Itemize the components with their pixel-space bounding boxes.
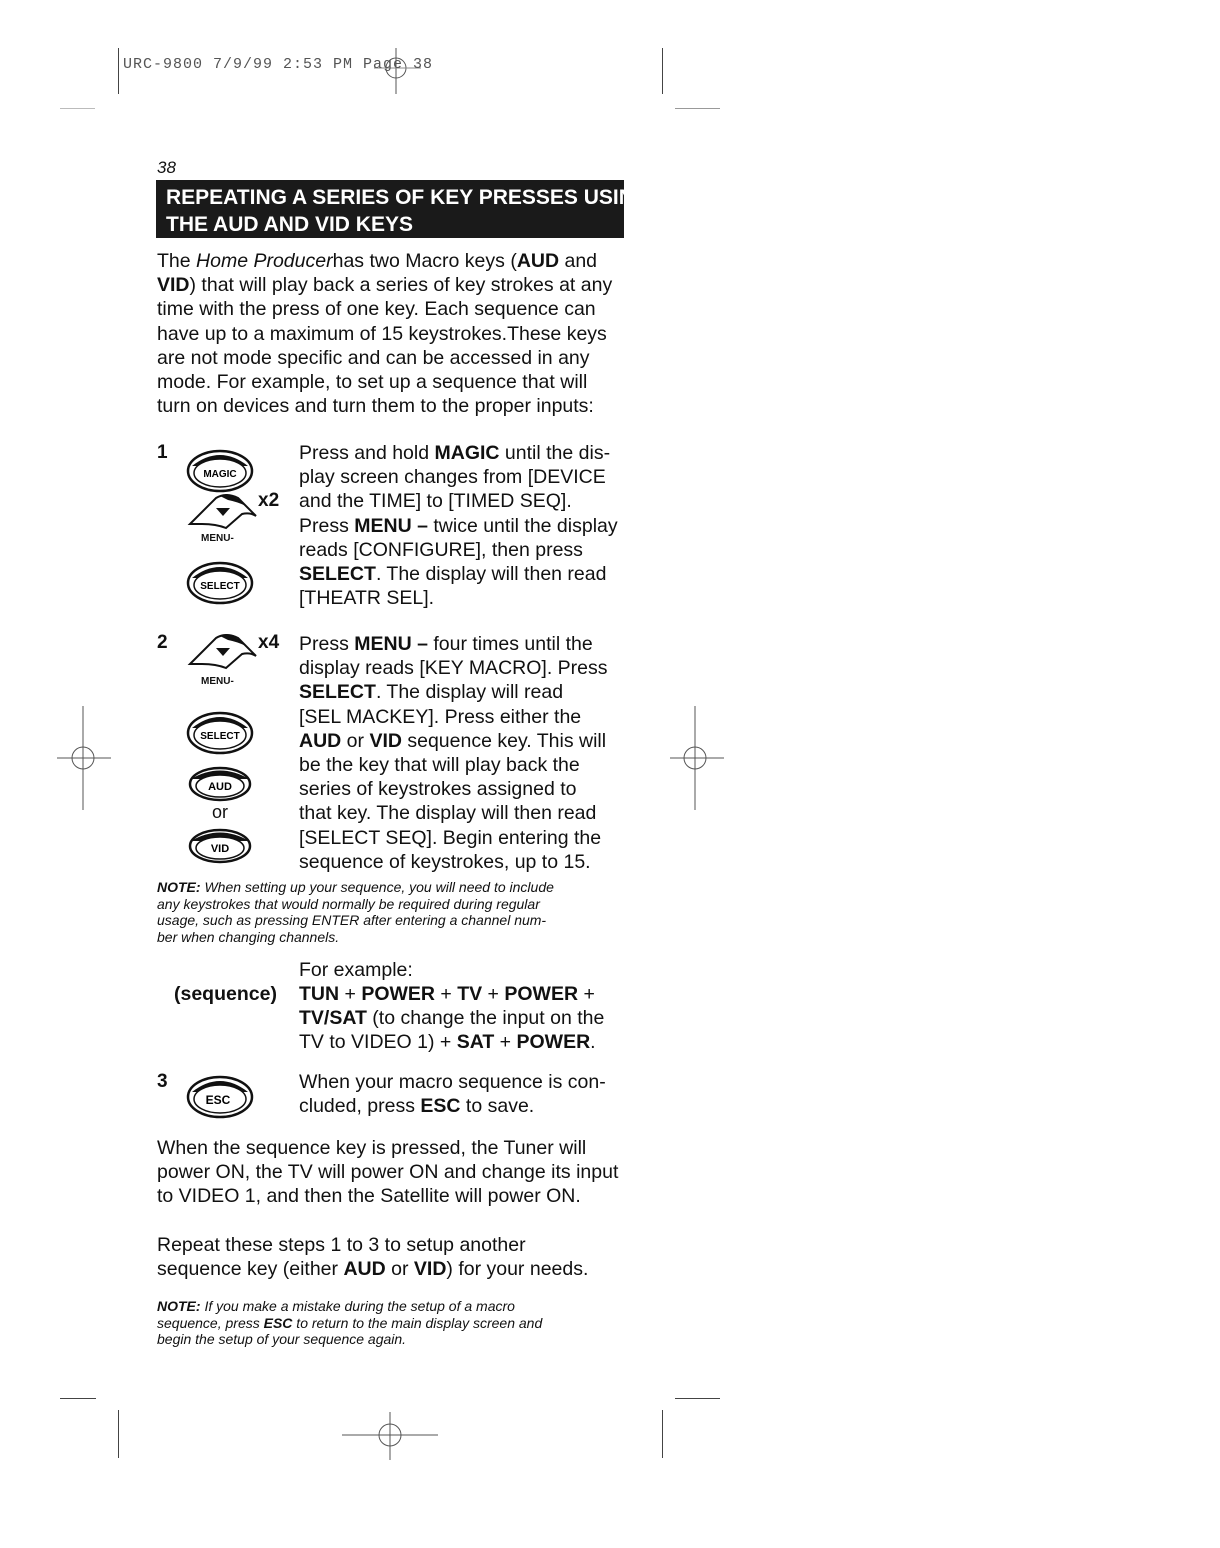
registration-mark (340, 1412, 440, 1462)
menu-down-key-icon (186, 494, 258, 535)
press-count: x2 (258, 490, 280, 511)
crop-mark (675, 1398, 720, 1399)
crop-mark (675, 108, 720, 109)
menu-key-label: MENU- (201, 533, 234, 544)
esc-key-label: ESC (205, 1093, 231, 1107)
select-key-label: SELECT (200, 581, 240, 592)
crop-mark (118, 48, 119, 94)
step-number: 3 (157, 1071, 168, 1092)
vid-key-icon (188, 826, 258, 871)
note-label: NOTE: (157, 1298, 201, 1314)
step-number: 1 (157, 442, 168, 463)
outro-paragraph-2: Repeat these steps 1 to 3 to setup another sequence key (either AUD or VID) for your needs. (157, 1234, 589, 1281)
sequence-label: (sequence) (174, 983, 277, 1005)
crop-mark (60, 1398, 96, 1399)
select-key-label: SELECT (200, 731, 240, 742)
registration-mark (55, 706, 115, 810)
outro-paragraph-1: When the sequence key is pressed, the Tuner will power ON, the TV will power ON and change its input to VIDEO 1, and then the Satellite will power ON. (157, 1137, 619, 1208)
note-2: NOTE: If you make a mistake during the setup of a macro sequence, press ESC to return to the main display screen and begin the setup of your sequence again. (157, 1298, 543, 1348)
press-count: x4 (258, 632, 280, 653)
crop-mark (60, 108, 95, 109)
example-sequence: TUN + POWER + TV + POWER + TV/SAT (to change the input on the TV to VIDEO 1) + SAT + POWER. (299, 983, 605, 1054)
print-slug: URC-9800 7/9/99 2:53 PM Page 38 (123, 56, 434, 73)
step-2-text: Press MENU – four times until the display reads [KEY MACRO]. Press SELECT. The display will read [SEL MACKEY]. Press either the AUD or VID sequence key. This will be the key that will play back the series of keystrokes assigned to that key. The display will then read [SELECT SEQ]. Begin entering the sequence of keystrokes, up to 15. (299, 633, 608, 873)
step-1-text: Press and hold MAGIC until the dis- play screen changes from [DEVICE and the TIME] to [TIMED SEQ]. Press MENU – twice until the display reads [CONFIGURE], then press SELECT. The display will then read [THEATR SEL]. (299, 442, 618, 610)
product-name: Home Producer (196, 250, 333, 272)
esc-key-icon (186, 1074, 256, 1125)
note-label: NOTE: (157, 879, 201, 895)
heading-line-1: REPEATING A SERIES OF KEY PRESSES USING (166, 186, 651, 209)
select-key-icon (186, 710, 256, 761)
crop-mark (118, 1410, 119, 1458)
menu-key-label: MENU- (201, 676, 234, 687)
heading-line-2: THE AUD AND VID KEYS (166, 213, 413, 236)
example-intro: For example: (299, 959, 413, 981)
magic-key-icon (186, 448, 256, 499)
magic-key-label: MAGIC (203, 469, 237, 480)
step-number: 2 (157, 632, 168, 653)
aud-key-label: AUD (208, 781, 232, 793)
step-3-text: When your macro sequence is con- cluded, press ESC to save. (299, 1071, 606, 1118)
crop-mark (662, 48, 663, 94)
page-number: 38 (157, 158, 176, 177)
menu-down-key-icon (186, 634, 258, 675)
registration-mark (668, 706, 728, 810)
select-key-icon (186, 560, 256, 611)
vid-key-label: VID (210, 843, 230, 855)
note-1: NOTE: When setting up your sequence, you will need to include any keystrokes that would normally be required during regular usage, such as pressing ENTER after entering a channel num- ber when changing channels. (157, 879, 554, 945)
section-heading (156, 180, 651, 238)
crop-mark (662, 1410, 663, 1458)
or-label: or (212, 802, 229, 822)
intro-paragraph: The Home Producerhas two Macro keys (AUD and VID) that will play back a series of key strokes at any time with the press of one key. Each sequence can have up to a maximum of 15 keystrokes.These keys are not mode specific and can be accessed in any mode. For example, to set up a sequence that will turn on devices and turn them to the proper inputs: (157, 250, 613, 418)
